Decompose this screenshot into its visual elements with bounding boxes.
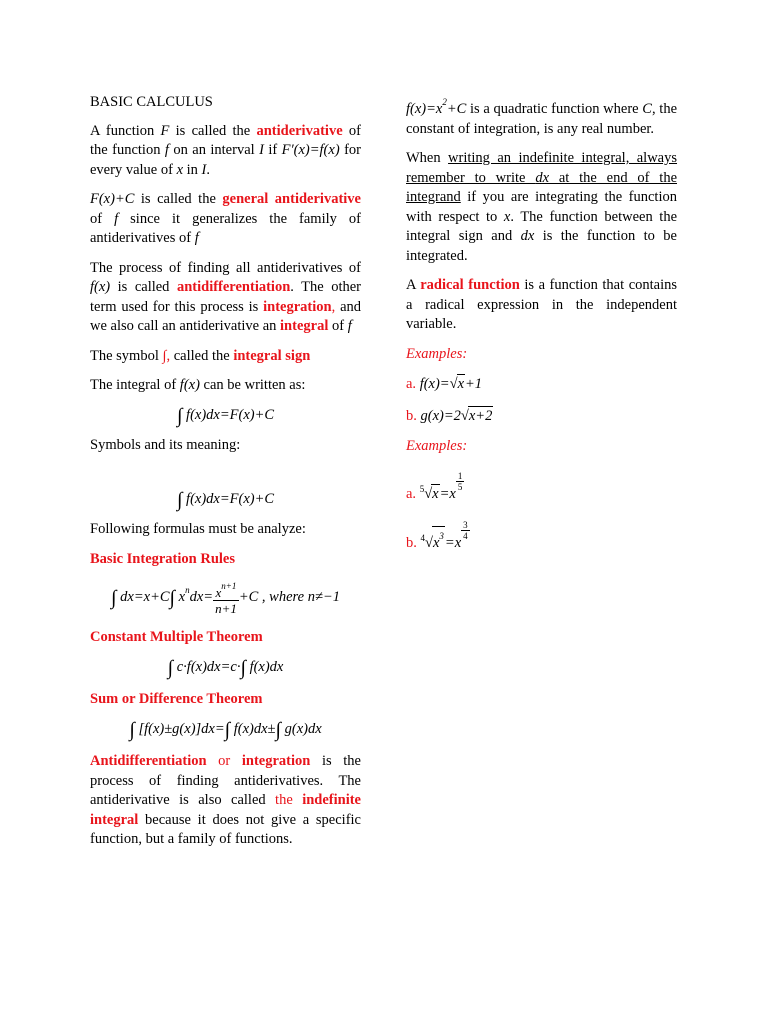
example-a-radical: a. f(x)=√x+1 bbox=[406, 374, 677, 395]
heading-basic-integration-rules: Basic Integration Rules bbox=[90, 550, 235, 567]
integral-symbol: ∫ bbox=[162, 347, 167, 364]
equation-indefinite-integral-2: ∫ f(x)dx=F(x)+C bbox=[176, 488, 275, 511]
heading-sum-difference-theorem: Sum or Difference Theorem bbox=[90, 691, 263, 707]
equation-sum-difference: ∫ [f(x)±g(x)]dx=∫ f(x)dx±∫ g(x)dx bbox=[129, 718, 322, 741]
exponent-fraction: $\frac{3}{4}$ bbox=[463, 520, 468, 541]
term-general-antiderivative: general antiderivative bbox=[222, 191, 361, 207]
examples-label-2: Examples: bbox=[406, 438, 468, 454]
paragraph-indefinite-integral: Antidifferentiation or integration is the process of finding antiderivatives. The antiderivative is also called the indefinite integral because it does not give a specific function, but a family of functions. bbox=[90, 753, 361, 847]
example-b-radical: b. g(x)=2√x+2 bbox=[406, 406, 677, 427]
right-column bbox=[406, 93, 677, 564]
examples-label-1: Examples: bbox=[406, 345, 468, 362]
example-a-fifth-root: a. $^5$√x=x $\frac{1}{5}$ bbox=[406, 471, 677, 505]
term-integral: integral bbox=[280, 318, 329, 334]
power-rule-fraction: $\frac{x^{n+1}}{n+1}$ bbox=[215, 581, 237, 616]
paragraph-symbols-meaning: Symbols and its meaning: bbox=[90, 437, 241, 453]
exponent-fraction: $\frac{1}{5}$ bbox=[457, 470, 463, 492]
equation-basic-integration-rules: ∫ dx=x+C∫ $x^ndx=$ $\frac{x^{n+1}}{n+1}$ +C , where n≠−1 bbox=[111, 581, 340, 616]
paragraph-writing-integral: When writing an indefinite integral, always remember to write dx at the end of the integrand if you are integrating the function with respect to x. The function between the integral sign and dx is the function to be integrated. bbox=[406, 150, 678, 264]
paragraph-antiderivative: A function F is called the antiderivative of the function f on an interval I if F′(x)=f(x) for every value of x in I. bbox=[90, 122, 361, 178]
term-antidifferentiation: antidifferentiation bbox=[176, 279, 291, 295]
term-antiderivative: antiderivative bbox=[256, 122, 343, 139]
paragraph-following-formulas: Following formulas must be analyze: bbox=[90, 521, 306, 537]
document-title: BASIC CALCULUS bbox=[90, 94, 213, 110]
term-integration: integration bbox=[263, 298, 332, 315]
paragraph-integral-of: The integral of f(x) can be written as: bbox=[90, 377, 306, 393]
left-column bbox=[90, 93, 361, 860]
term-radical-function: radical function bbox=[420, 277, 520, 293]
example-b-fourth-root: b. $^4√x^3=x$ $\frac{3}{4}$ bbox=[406, 520, 677, 554]
paragraph-integral-sign: The symbol ∫, called the integral sign bbox=[90, 347, 311, 364]
paragraph-radical-function: A radical function is a function that contains a radical expression in the independent variable. bbox=[406, 277, 678, 332]
term-indefinite-integral: indefinite integral bbox=[90, 792, 361, 828]
term-integral-sign: integral sign bbox=[233, 347, 311, 364]
equation-constant-multiple: ∫ c·f(x)dx=c·∫ f(x)dx bbox=[167, 656, 284, 679]
paragraph-general-antiderivative: F(x)+C is called the general antiderivative of f since it generalizes the family of antiderivatives of f bbox=[90, 191, 361, 246]
equation-indefinite-integral: ∫ f(x)dx=F(x)+C bbox=[176, 404, 275, 427]
heading-constant-multiple-theorem: Constant Multiple Theorem bbox=[90, 629, 263, 645]
spacer bbox=[90, 456, 361, 490]
paragraph-antidifferentiation: The process of finding all antiderivatives of f(x) is called antidifferentiation. The other term used for this process is integration, and we also call an antiderivative an integral of f bbox=[90, 259, 361, 334]
paragraph-quadratic-function: $f(x)=x^2+C$ is a quadratic function where C, the constant of integration, is any real number. bbox=[406, 97, 678, 137]
